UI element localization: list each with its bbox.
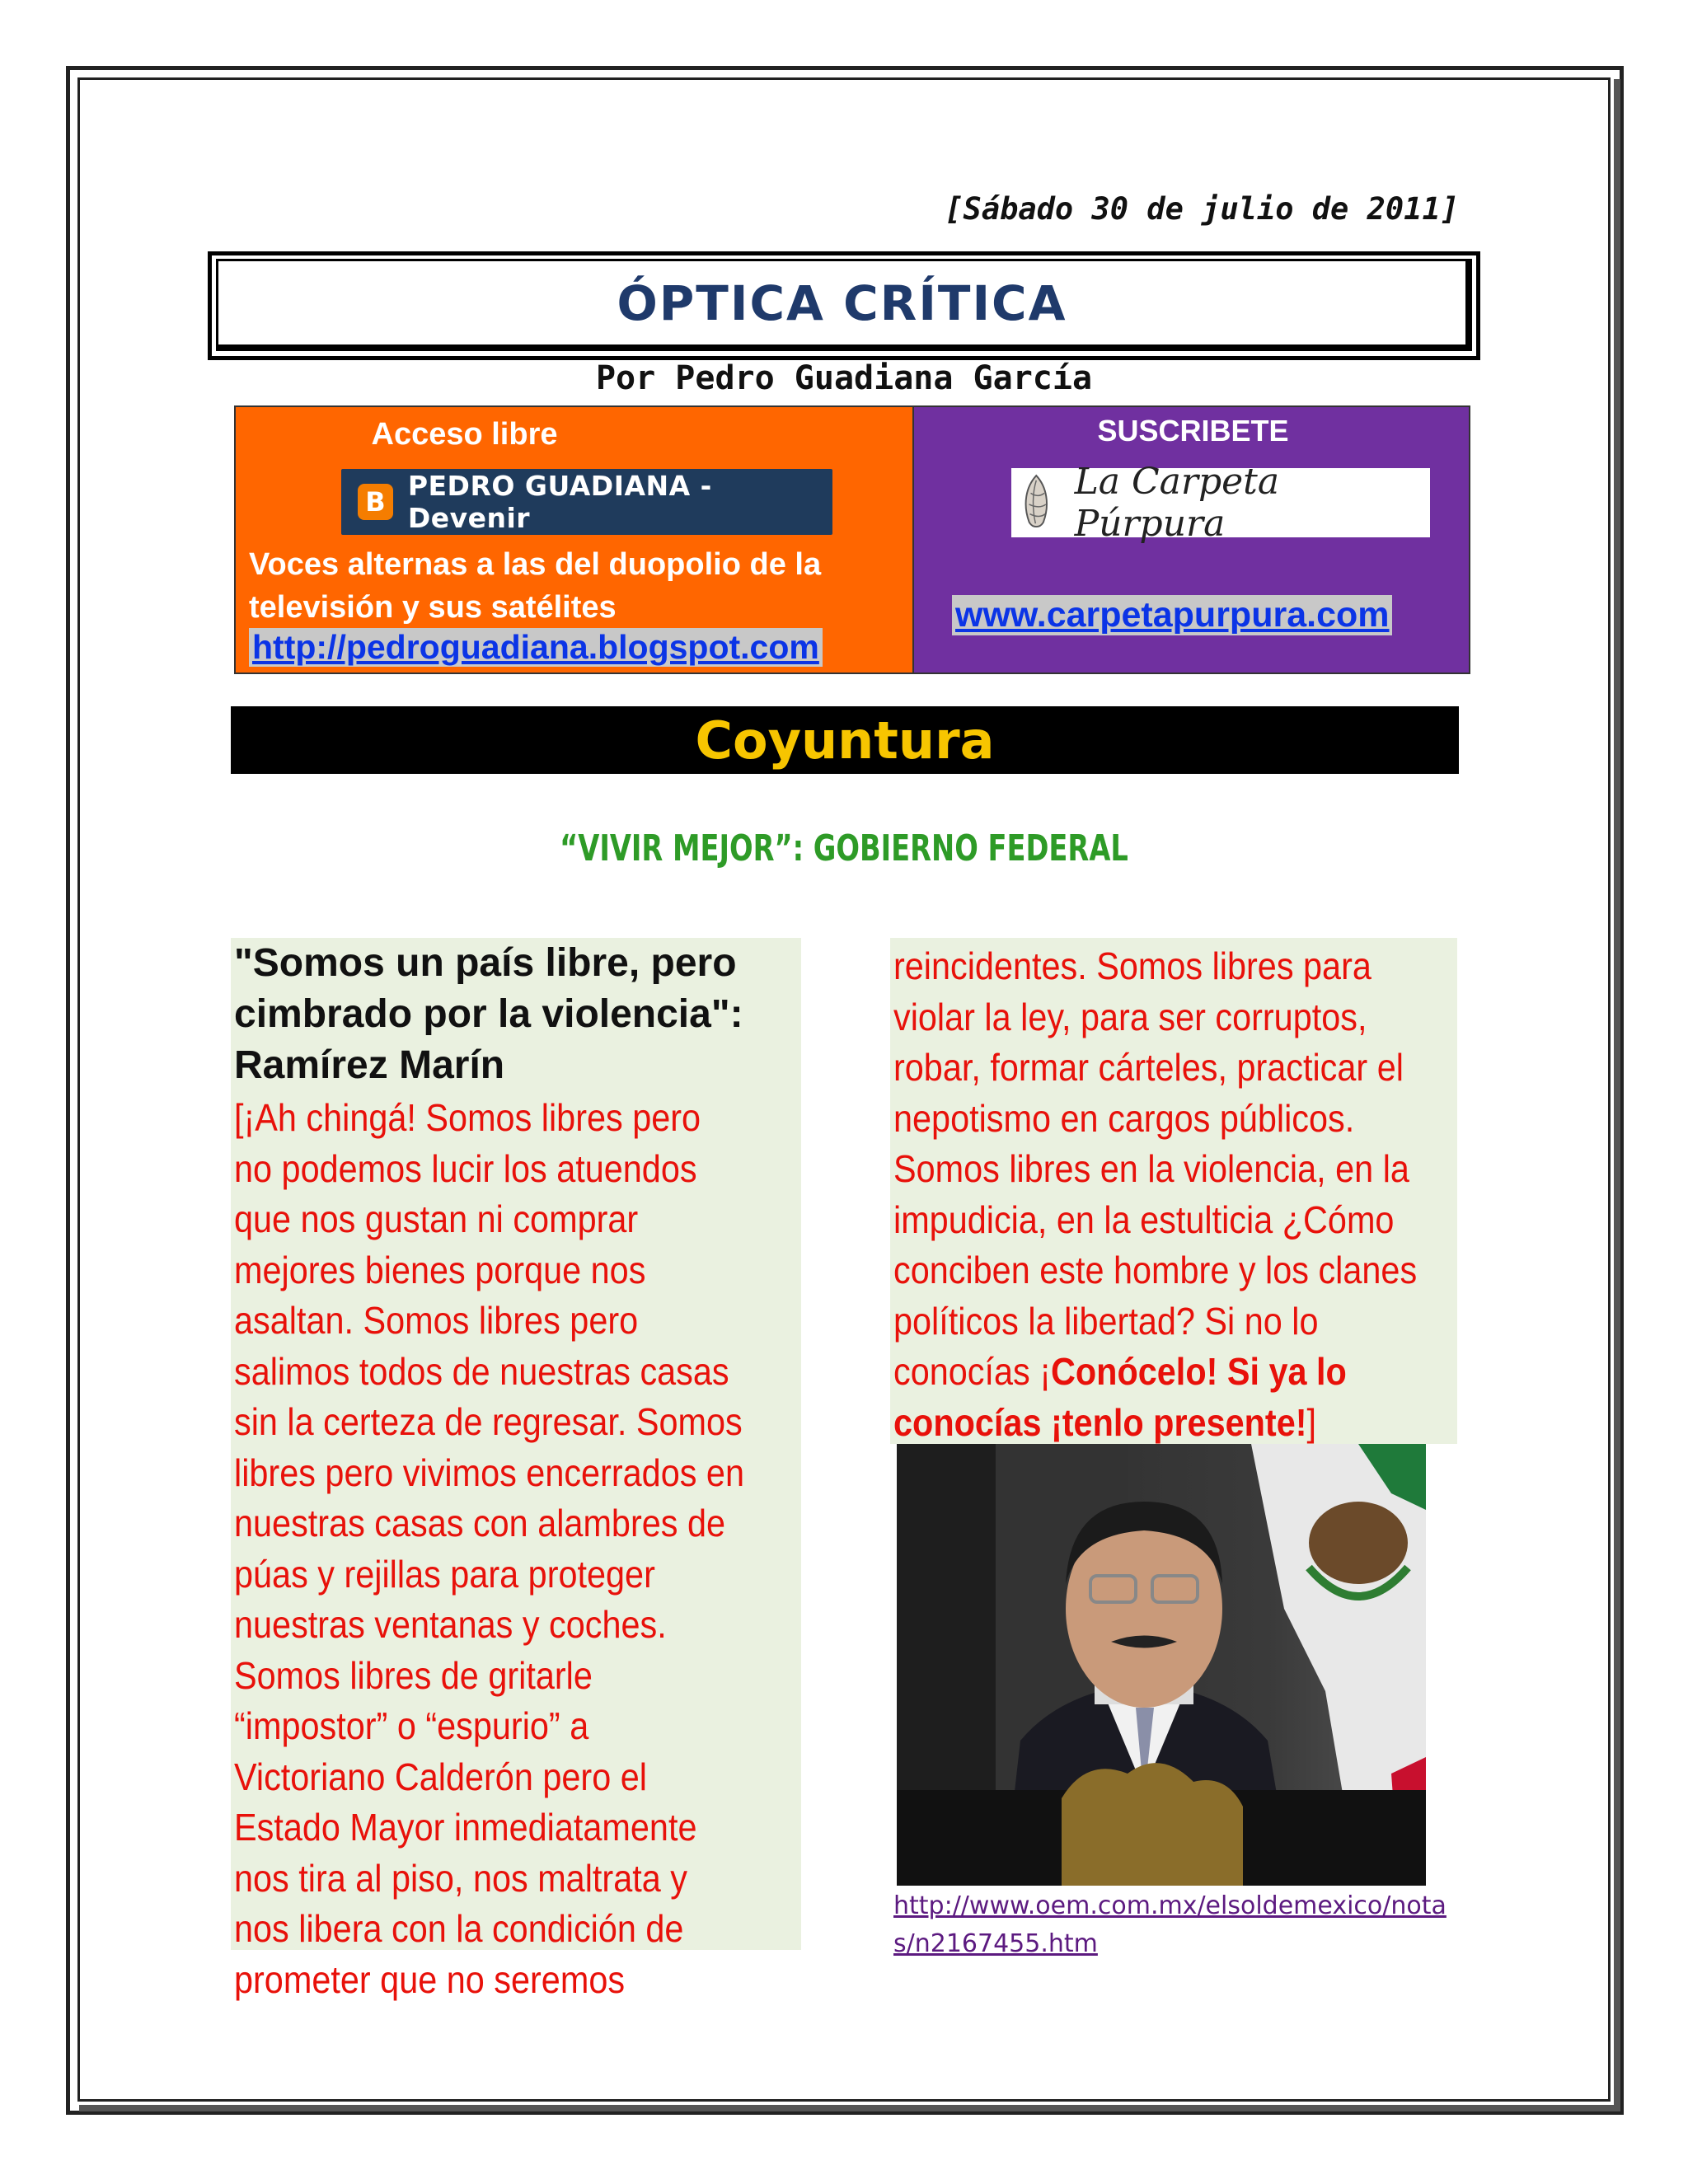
carpeta-logo-text: La Carpeta Púrpura [1074, 461, 1280, 545]
blogger-icon: B [358, 484, 393, 520]
photo-illustration [897, 1444, 1426, 1886]
article-column-left [231, 938, 801, 2001]
subscribe-heading: SUSCRIBETE [1097, 414, 1289, 448]
blog-link[interactable]: http://pedroguadiana.blogspot.com [249, 628, 823, 667]
carpeta-purpura-logo[interactable] [1011, 461, 1430, 545]
photo-source-link[interactable]: http://www.oem.com.mx/elsoldemexico/notas/n2167455.htm [893, 1891, 1447, 1958]
article-body-right [893, 941, 1442, 1448]
issue-date: [Sábado 30 de julio de 2011] [945, 191, 1459, 227]
blog-promo-panel [234, 405, 914, 674]
article-body-right-emphasis: Conócelo! Si ya lo conocías ¡tenlo presente! [893, 1350, 1347, 1444]
subscribe-promo-panel [912, 405, 1470, 674]
article-column-right [890, 938, 1457, 1444]
article-body-left: [¡Ah chingá! Somos libres pero no podemos lucir los atuendos que nos gustan ni comprar mejores bienes porque nos asaltan. Somos libres pero salimos todos de nuestras casas sin la certeza de regresar. Somos libres pero vivimos encerrados en nuestras casas con alambres de púas y rejillas para proteger nuestras ventanas y coches. Somos libres de gritarle “impostor” o “espurio” a Victoriano Calderón pero el Estado Mayor inmediatamente nos tira al piso, nos maltrata y nos libera con la condición de prometer que no seremos [234, 1096, 744, 2001]
blog-description: Voces alternas a las del duopolio de la televisión y sus satélites [249, 547, 822, 625]
shell-icon [1018, 471, 1055, 534]
article-body-right-close: ] [1306, 1400, 1317, 1444]
title-box [216, 259, 1472, 351]
column-title: ÓPTICA CRÍTICA [617, 274, 1067, 331]
article-headline: “VIVIR MEJOR”: GOBIERNO FEDERAL [560, 827, 1128, 869]
blog-promo-heading: Acceso libre [371, 417, 558, 452]
blog-banner[interactable] [341, 469, 832, 535]
blog-banner-text: PEDRO GUADIANA - Devenir [407, 470, 712, 534]
section-title: Coyuntura [695, 710, 995, 771]
article-quote: "Somos un país libre, pero cimbrado por la violencia": Ramírez Marín [234, 941, 743, 1087]
carpeta-link[interactable]: www.carpetapurpura.com [952, 595, 1392, 635]
article-body-right-text: reincidentes. Somos libres para violar la ley, para ser corruptos, robar, formar cárteles, practicar el nepotismo en cargos públicos. Somos libres en la violencia, en la impudicia, en la estulticia ¿Cómo conciben este hombre y los clanes políticos la libertad? Si no lo conocías ¡ [893, 944, 1418, 1393]
section-band [231, 706, 1459, 774]
article-photo [897, 1444, 1426, 1886]
author-byline: Por Pedro Guadiana García [595, 359, 1093, 397]
